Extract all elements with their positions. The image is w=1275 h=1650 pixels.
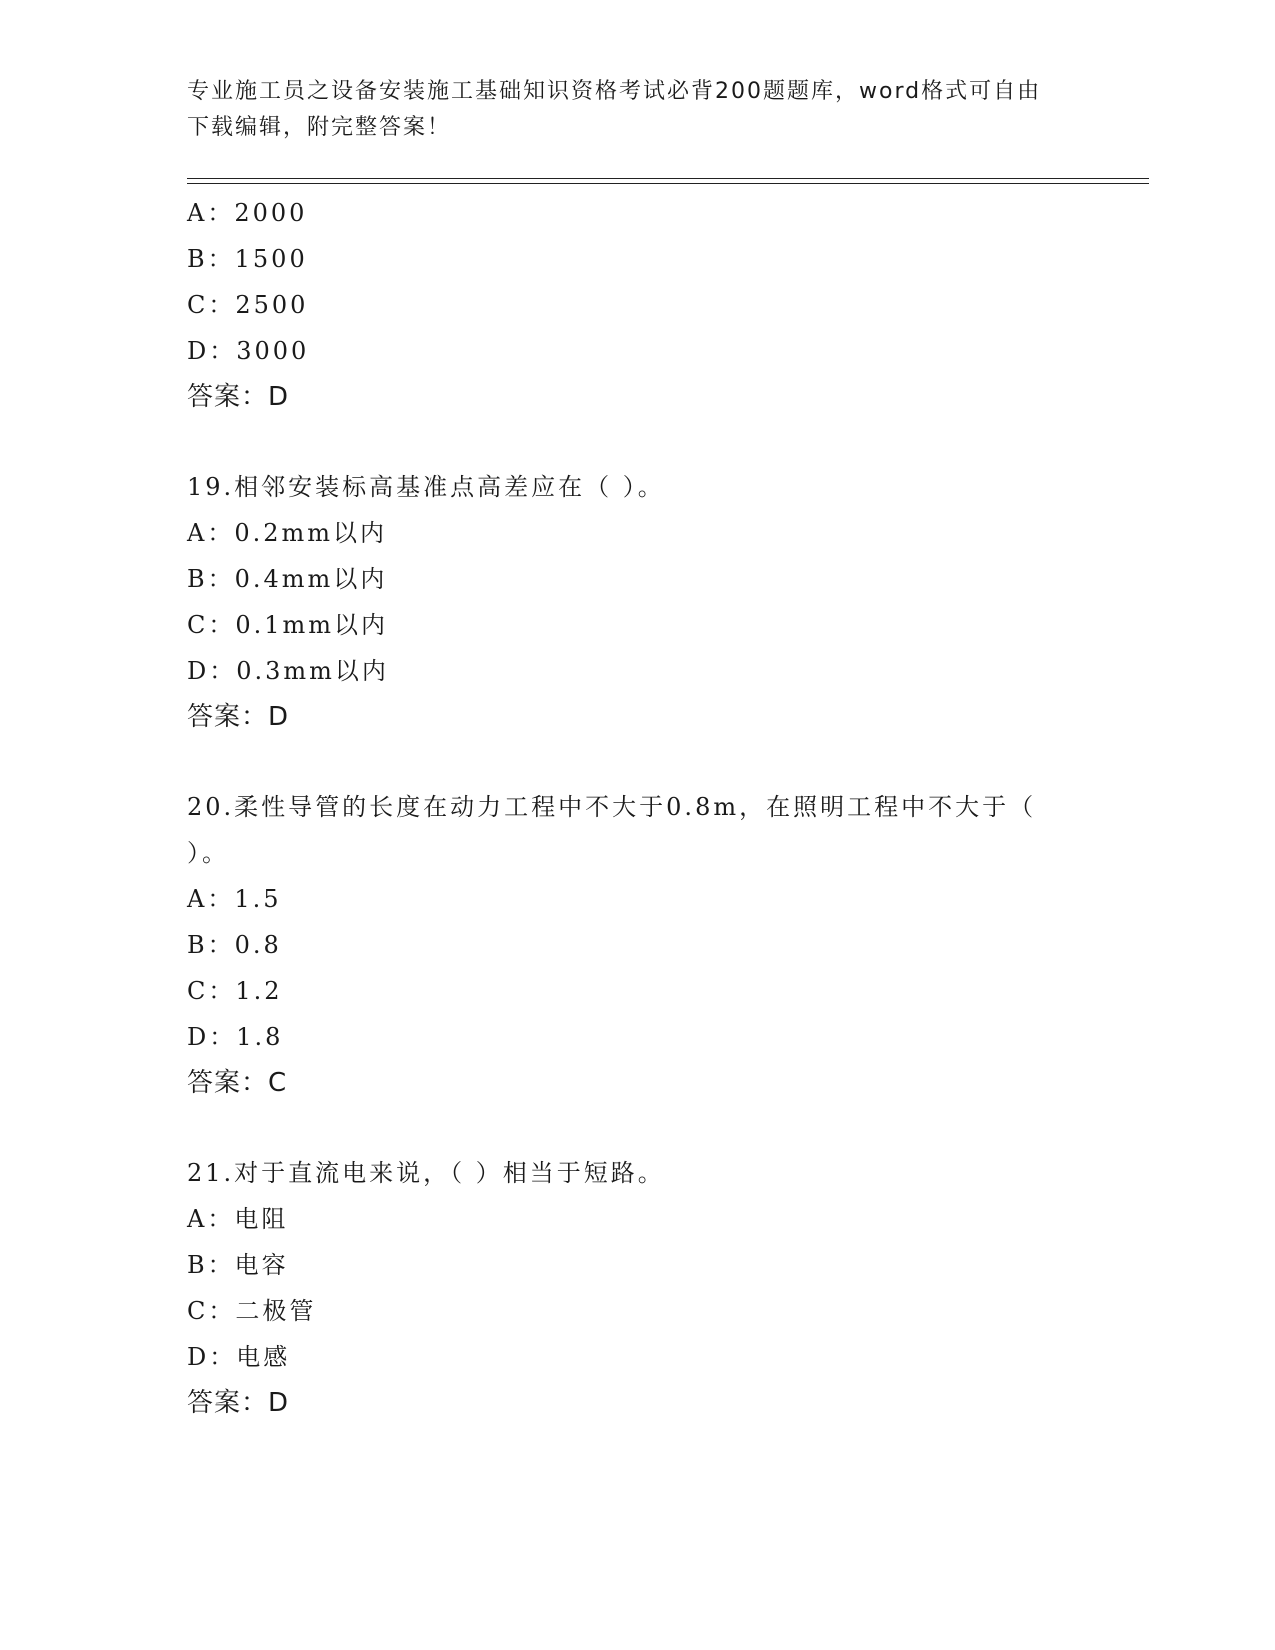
question-19 [187, 464, 1149, 740]
header-line-2: 下载编辑，附完整答案！ [187, 115, 452, 140]
option-a: A：0.2mm以内 [187, 519, 388, 547]
option-d: D：1.8 [187, 1023, 284, 1051]
question-list [187, 190, 1149, 1426]
question-text: 21.对于直流电来说，（ ）相当于短路。 [187, 1159, 665, 1187]
option-d: D：电感 [187, 1343, 291, 1371]
question-text: 19.相邻安装标高基准点高差应在（ ）。 [187, 473, 665, 501]
question-21 [187, 1150, 1149, 1426]
answer: 答案：C [187, 1068, 288, 1098]
option-c: C：0.1mm以内 [187, 611, 389, 639]
option-a: A：2000 [187, 199, 308, 227]
question-text-line-1: 20.柔性导管的长度在动力工程中不大于0.8m，在照明工程中不大于（ [187, 793, 1037, 821]
option-b: B：0.4mm以内 [187, 565, 388, 593]
option-c: C：2500 [187, 291, 309, 319]
header-divider-top [187, 178, 1149, 179]
option-c: C：1.2 [187, 977, 283, 1005]
option-b: B：1500 [187, 245, 308, 273]
option-d: D：3000 [187, 337, 310, 365]
answer: 答案：D [187, 1388, 290, 1418]
option-a: A：电阻 [187, 1205, 289, 1233]
option-a: A：1.5 [187, 885, 282, 913]
question-text-line-2: ）。 [187, 839, 229, 867]
option-b: B：0.8 [187, 931, 282, 959]
document-header [187, 74, 1087, 146]
option-b: B：电容 [187, 1251, 289, 1279]
header-line-1: 专业施工员之设备安装施工基础知识资格考试必背200题题库，word格式可自由 [187, 79, 1042, 104]
answer: 答案：D [187, 382, 290, 412]
header-divider-bottom [187, 183, 1149, 184]
option-d: D：0.3mm以内 [187, 657, 389, 685]
answer: 答案：D [187, 702, 290, 732]
question-18 [187, 190, 1149, 420]
option-c: C：二极管 [187, 1297, 317, 1325]
question-20 [187, 784, 1149, 1106]
